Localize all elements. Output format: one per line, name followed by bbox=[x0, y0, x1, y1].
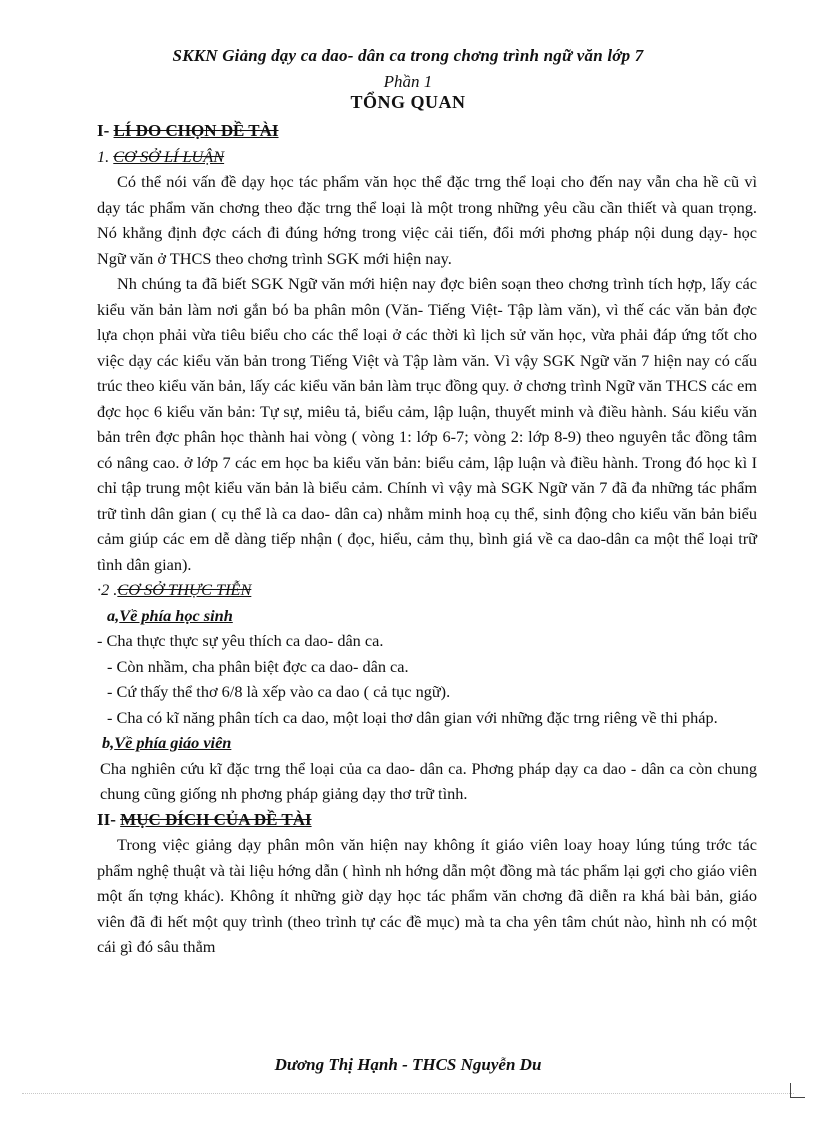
document-body bbox=[97, 118, 757, 960]
subsection-1-heading bbox=[97, 144, 757, 170]
teachers-prefix: b, bbox=[102, 733, 115, 752]
overview-heading: TỔNG QUAN bbox=[350, 92, 466, 112]
student-point-1: - Cha thực thực sự yêu thích ca dao- dân ca. bbox=[97, 631, 384, 650]
paragraph-purpose: Trong việc giảng dạy phân môn văn hiện nay không ít giáo viên loay hoay lúng túng trớc tác phẩm nghệ thuật và tài liệu hớng dẫn ( hình nh hớng dẫn một đồng mà tác phẩm lại gợi cho giáo viên một ấn tợng khác). Không ít những giờ dạy học tác phẩm văn chơng đã diễn ra khá bài bản, giáo viên đã đi hết một quy trình (theo trình tự các đề mục) mà ta cha yên tâm chút nào, hình nh có một cái gì đó sâu thẳm bbox=[97, 835, 757, 956]
paragraph-theory-2: Nh chúng ta đã biết SGK Ngữ văn mới hiện nay đợc biên soạn theo chơng trình tích hợp, lấy các kiểu văn bản làm nơi gắn bó ba phân môn (Văn- Tiếng Việt- Tập làm văn), vì thế các văn bản đợc lựa chọn phải vừa tiêu biểu cho các thể loại ở các thời kì lịch sử văn học, vừa phải đáp ứng tốt cho việc dạy các kiểu văn bản trong Tiếng Việt và Tập làm văn. Vì vậy SGK Ngữ văn 7 hiện nay có cấu trúc theo kiểu văn bản, lấy các kiểu văn bản làm trục đồng quy. ở chơng trình Ngữ văn THCS các em đợc học 6 kiểu văn bản: Tự sự, miêu tả, biểu cảm, lập luận, thuyết minh và điều hành. Sáu kiểu văn bản trên đợc phân học thành hai vòng ( vòng 1: lớp 6-7; vòng 2: lớp 8-9) theo nguyên tắc đồng tâm có nâng cao. ở lớp 7 các em học ba kiểu văn bản: biểu cảm, lập luận và điều hành. Trong đó học kì I chỉ tập trung một kiểu văn bản là biểu cảm. Chính vì vậy mà SGK Ngữ văn 7 đã đa những tác phẩm trữ tình dân gian ( cụ thể là ca dao- dân ca) nhằm minh hoạ cụ thể, sinh động cho kiểu văn bản biểu cảm giúp các em dễ dàng tiếp nhận ( đọc, hiểu, cảm thụ, bình giá về ca dao-dân ca một thể loại trữ tình dân gian). bbox=[97, 274, 757, 574]
document-footer: Dương Thị Hạnh - THCS Nguyễn Du bbox=[274, 1055, 542, 1074]
student-point-4: - Cha có kĩ năng phân tích ca dao, một loại thơ dân gian với những đặc trng riêng về thi pháp. bbox=[107, 707, 718, 727]
subsection-2-heading bbox=[97, 577, 757, 603]
teachers-heading bbox=[97, 730, 757, 756]
footer-divider bbox=[22, 1093, 794, 1094]
students-title: Về phía học sinh bbox=[119, 605, 233, 625]
paragraph-theory-1: Có thể nói vấn đề dạy học tác phẩm văn học thể đặc trng thể loại cho đến nay vẫn cha hề cũ vì dạy tác phẩm văn chơng theo đặc trng thể loại là một trong những yêu cầu cần thiết và quan trọng. Nó khẳng định đợc cách đi đúng hớng trong việc cải tiến, đổi mới phơng pháp nội dung dạy- học Ngữ văn ở THCS theo chơng trình SGK mới hiện nay. bbox=[97, 172, 757, 268]
student-point-2: - Còn nhầm, cha phân biệt đợc ca dao- dân ca. bbox=[107, 656, 409, 676]
document-header-title: SKKN Giảng dạy ca dao- dân ca trong chơng trình ngữ văn lớp 7 bbox=[172, 46, 644, 65]
student-point-3: - Cứ thấy thể thơ 6/8 là xếp vào ca dao ( cả tục ngữ). bbox=[107, 682, 451, 701]
teachers-title: Về phía giáo viên bbox=[114, 733, 232, 752]
subsection-1-title: CƠ SỞ LÍ LUẬN bbox=[113, 146, 225, 166]
subsection-2-title: CƠ SỞ THỰC TIỄN bbox=[117, 580, 252, 599]
section-1-title: LÍ DO CHỌN ĐỀ TÀI bbox=[113, 121, 279, 140]
students-prefix: a, bbox=[107, 605, 120, 625]
students-heading bbox=[97, 603, 757, 629]
teachers-paragraph: Cha nghiên cứu kĩ đặc trng thể loại của ca dao- dân ca. Phơng pháp dạy ca dao - dân ca còn chung chung cũng giống nh phơng pháp giảng dạy thơ trữ tình. bbox=[100, 758, 757, 803]
section-1-prefix: I- bbox=[97, 121, 114, 140]
subsection-2-prefix: ·2 . bbox=[97, 580, 118, 599]
page-corner-mark bbox=[790, 1083, 805, 1098]
subsection-1-prefix: 1. bbox=[97, 146, 114, 166]
section-2-prefix: II- bbox=[97, 809, 121, 829]
section-2-title: MỤC ĐÍCH CỦA ĐỀ TÀI bbox=[120, 809, 312, 829]
section-2-heading bbox=[97, 807, 757, 833]
part-label: Phần 1 bbox=[383, 72, 433, 91]
section-1-heading bbox=[97, 118, 757, 144]
